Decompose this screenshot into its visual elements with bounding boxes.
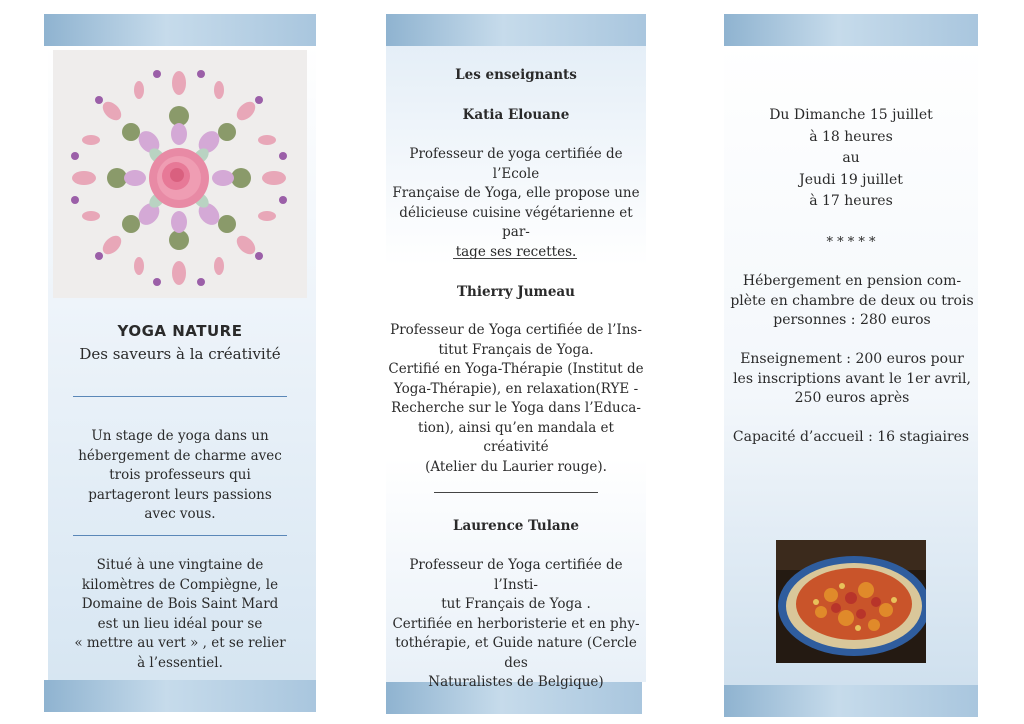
flower-mandala-image <box>53 50 307 298</box>
dates-block: Du Dimanche 15 juillet à 18 heures au Jeudi 19 juillet à 17 heures <box>769 107 933 209</box>
teacher-bio: Professeur de Yoga certifiée de l’Ins- titut Français de Yoga. Certifié en Yoga-Thérapie (Institut de Yoga-Thérapie), en relaxation(RYE - Recherche sur le Yoga dans l’Educa- tion), ainsi qu’en mandala et créativité (Atelier du Laurier rouge). <box>388 322 644 475</box>
location-paragraph: Situé à une vingtaine de kilomètres de Compiègne, le Domaine de Bois Saint Mard est un lieu idéal pour se « mettre au vert » , et se relier à l’essentiel. <box>74 557 286 671</box>
capacity: Capacité d’accueil : 16 stagiaires <box>732 429 970 445</box>
divider <box>73 535 287 536</box>
divider <box>434 492 598 493</box>
intro-paragraph: Un stage de yoga dans un hébergement de charme avec trois professeurs qui partageront leurs passions avec vous. <box>78 428 282 522</box>
middle-top-bar <box>386 14 646 46</box>
page-title: YOGA NATURE <box>117 322 243 340</box>
teachers-heading: Les enseignants <box>455 67 577 83</box>
teacher-bio: Professeur de yoga certifiée de l’Ecole Française de Yoga, elle propose une délicieuse cuisine végétarienne et par- tage ses recettes. <box>392 146 640 260</box>
teacher-name: Katia Elouane <box>462 107 570 123</box>
divider <box>73 396 287 397</box>
separator: * * * * * <box>826 235 876 250</box>
page-subtitle: Des saveurs à la créativité <box>79 345 281 363</box>
right-top-bar <box>724 14 978 46</box>
teacher-name: Laurence Tulane <box>453 518 579 534</box>
teaching-price: Enseignement : 200 euros pour les inscriptions avant le 1er avril, 250 euros après <box>733 351 971 406</box>
left-bottom-bar <box>44 680 316 712</box>
teacher-bio: Professeur de Yoga certifiée de l’Insti- tut Français de Yoga . Certifiée en herboristerie et en phy- tothérapie, et Guide nature (Cercle des Naturalistes de Belgique) <box>392 557 640 690</box>
lodging-price: Hébergement en pension com- plète en chambre de deux ou trois personnes : 280 euros <box>730 273 974 328</box>
right-bottom-bar <box>724 685 978 717</box>
divider <box>453 258 577 259</box>
vegetable-dish-image <box>776 540 926 663</box>
left-top-bar <box>44 14 316 46</box>
teacher-name: Thierry Jumeau <box>457 284 575 300</box>
